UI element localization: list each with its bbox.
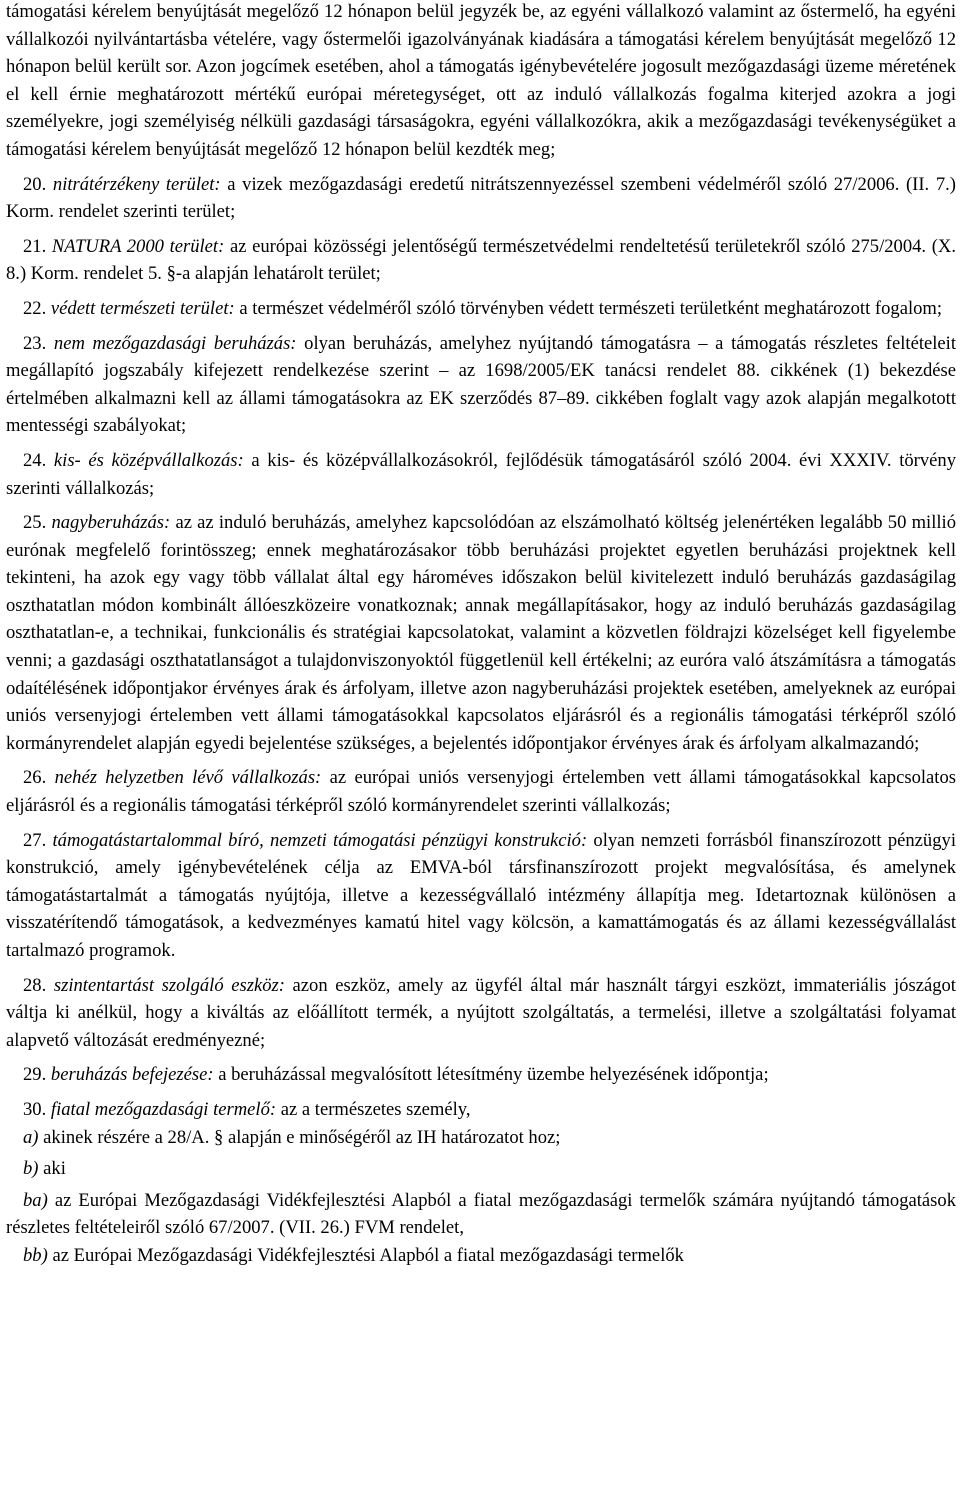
definition-number: 23.	[23, 332, 47, 354]
subitem-a	[6, 1124, 956, 1152]
subitem-label: b)	[23, 1158, 39, 1180]
subitem-ba	[6, 1187, 956, 1242]
subitem-text: aki	[43, 1158, 66, 1180]
subitem-bb	[6, 1242, 956, 1270]
definition-text: az európai uniós versenyjogi értelemben vett állami támogatásokkal kapcsolatos eljárásról és a regionális támogatási térképről szóló kormányrendelet szerinti vállalkozás;	[6, 767, 956, 817]
definition-number: 20.	[23, 173, 47, 195]
definition-number: 24.	[23, 449, 47, 471]
definition-term: NATURA 2000 terület:	[51, 235, 225, 257]
definition-text: a vizek mezőgazdasági eredetű nitrátszennyezéssel szembeni védelméről szóló 27/2006. (II. 7.) Korm. rendelet szerinti terület;	[6, 173, 956, 223]
definition-term: védett természeti terület:	[50, 297, 235, 319]
definition-26	[6, 764, 956, 819]
definition-text: a beruházással megvalósított létesítmény üzembe helyezésének időpontja;	[218, 1064, 769, 1086]
definition-20	[6, 171, 956, 226]
definition-term: kis- és középvállalkozás:	[53, 449, 244, 471]
definition-23	[6, 330, 956, 440]
definition-text: azon eszköz, amely az ügyfél által már használt tárgyi eszközt, immateriális jószágot váltja ki anélkül, hogy a kiváltás az előállított termék, a nyújtott szolgáltatás, a termelési, illetve a szolgáltatási folyamat alapvető változását eredményezné;	[6, 974, 956, 1051]
definition-term: nehéz helyzetben lévő vállalkozás:	[54, 767, 322, 789]
definition-28	[6, 972, 956, 1055]
definition-29	[6, 1061, 956, 1089]
definition-number: 28.	[23, 974, 47, 996]
definition-27	[6, 827, 956, 965]
subitem-label: bb)	[23, 1244, 48, 1266]
subitem-text: az Európai Mezőgazdasági Vidékfejlesztési Alapból a fiatal mezőgazdasági termelők számára nyújtandó támogatások részletes feltételeiről szóló 67/2007. (VII. 26.) FVM rendelet,	[6, 1189, 956, 1239]
definition-text: az a természetes személy,	[280, 1098, 471, 1120]
definition-22	[6, 295, 956, 323]
definition-25	[6, 509, 956, 757]
definition-text: olyan beruházás, amelyhez nyújtandó támogatásra – a támogatás részletes feltételeit megállapító jogszabály kifejezett rendelkezése szerint – az 1698/2005/EK tanácsi rendelet 88. cikkének (1) bekezdése értelmében alkalmazni kell az állami támogatásokra az EK szerződés 87–89. cikkében foglalt vagy azok alapján megalkotott mentességi szabályokat;	[6, 332, 956, 437]
subitem-b	[6, 1155, 956, 1183]
definition-text: a természet védelméről szóló törvényben védett természeti területként meghatározott fogalom;	[239, 297, 943, 319]
definition-text: olyan nemzeti forrásból finanszírozott pénzügyi konstrukció, amely igénybevételének célja az EMVA-ból társfinanszírozott projekt megvalósítása, és amelynek támogatástartalmát a támogatás nyújtója, illetve a kezességvállaló intézmény állapítja meg. Idetartoznak különösen a visszatérítendő támogatások, a kedvezményes kamatú hitel vagy kölcsön, a kamattámogatás és az állami kezességvállalást tartalmazó programok.	[6, 829, 956, 961]
definition-term: nitrátérzékeny terület:	[52, 173, 221, 195]
subitem-label: a)	[23, 1126, 39, 1148]
subitem-text: az Európai Mezőgazdasági Vidékfejlesztési Alapból a fiatal mezőgazdasági termelők	[52, 1244, 684, 1266]
definition-term: támogatástartalommal bíró, nemzeti támogatási pénzügyi konstrukció:	[52, 829, 588, 851]
definition-24	[6, 447, 956, 502]
definition-text: a kis- és középvállalkozásokról, fejlődésük támogatásáról szóló 2004. évi XXXIV. törvény szerinti vállalkozás;	[6, 449, 956, 499]
definition-number: 25.	[23, 512, 47, 534]
definition-number: 30.	[23, 1098, 47, 1120]
definition-term: beruházás befejezése:	[50, 1064, 214, 1086]
definition-term: nagyberuházás:	[51, 512, 171, 534]
subitem-label: ba)	[23, 1189, 48, 1211]
definition-number: 26.	[23, 767, 47, 789]
definition-text: az európai közösségi jelentőségű természetvédelmi rendeltetésű területekről szóló 275/2004. (X. 8.) Korm. rendelet 5. §-a alapján lehatárolt terület;	[6, 235, 956, 285]
definition-text: az az induló beruházás, amelyhez kapcsolódóan az elszámolható költség jelenértéken legalább 50 millió eurónak megfelelő forintösszeg; ennek meghatározásakor több beruházási projektet egyetlen beruházási projektnek kell tekinteni, ha azok egy vagy több vállalat által egy hároméves időszakon belül kivitelezett induló beruházás gazdaságilag oszthatatlan módon kombinált állóeszközeire vonatkoznak; annak megállapításakor, hogy az induló beruházás gazdaságilag oszthatatlan-e, a technikai, funkcionális és stratégiai kapcsolatokat, valamint a közvetlen földrajzi közelséget kell figyelembe venni; a gazdasági oszthatatlanságot a tulajdonviszonyoktól függetlenül kell értékelni; az euróra való átszámításra a támogatás odaítélésének időpontjakor érvényes árak és árfolyam, illetve azon nagyberuházási projektek esetében, amelyeknek az európai uniós versenyjogi értelemben vett állami támogatásokkal kapcsolatos eljárásról és a regionális támogatási térképről szóló kormányrendelet alapján egyedi bejelentése szükséges, a bejelentés időpontjakor érvényes árak és árfolyam alkalmazandó;	[6, 512, 956, 754]
definition-number: 22.	[23, 297, 47, 319]
definition-number: 29.	[23, 1064, 47, 1086]
definition-term: fiatal mezőgazdasági termelő:	[50, 1098, 277, 1120]
subitem-text: akinek részére a 28/A. § alapján e minőségéről az IH határozatot hoz;	[43, 1126, 561, 1148]
definition-term: nem mezőgazdasági beruházás:	[53, 332, 297, 354]
definition-30	[6, 1096, 956, 1124]
definition-number: 27.	[23, 829, 47, 851]
definition-term: szintentartást szolgáló eszköz:	[53, 974, 285, 996]
paragraph-continuation: támogatási kérelem benyújtását megelőző 12 hónapon belül jegyzék be, az egyéni vállalkozó valamint az őstermelő, ha egyéni vállalkozói nyilvántartásba vételére, vagy őstermelői igazolványának kiadására a támogatási kérelem benyújtását megelőző 12 hónapon belül került sor. Azon jogcímek esetében, ahol a támogatás igénybevételére jogosult mezőgazdasági üzeme méretének el kell érnie meghatározott mértékű európai méretegységet, ott az induló vállalkozás fogalma kiterjed azokra a jogi személyekre, jogi személyiség nélküli gazdasági társaságokra, egyéni vállalkozókra, akik a mezőgazdasági tevékenységüket a támogatási kérelem benyújtását megelőző 12 hónapon belül kezdték meg;	[6, 1, 956, 160]
definition-number: 21.	[23, 235, 47, 257]
definition-21	[6, 233, 956, 288]
